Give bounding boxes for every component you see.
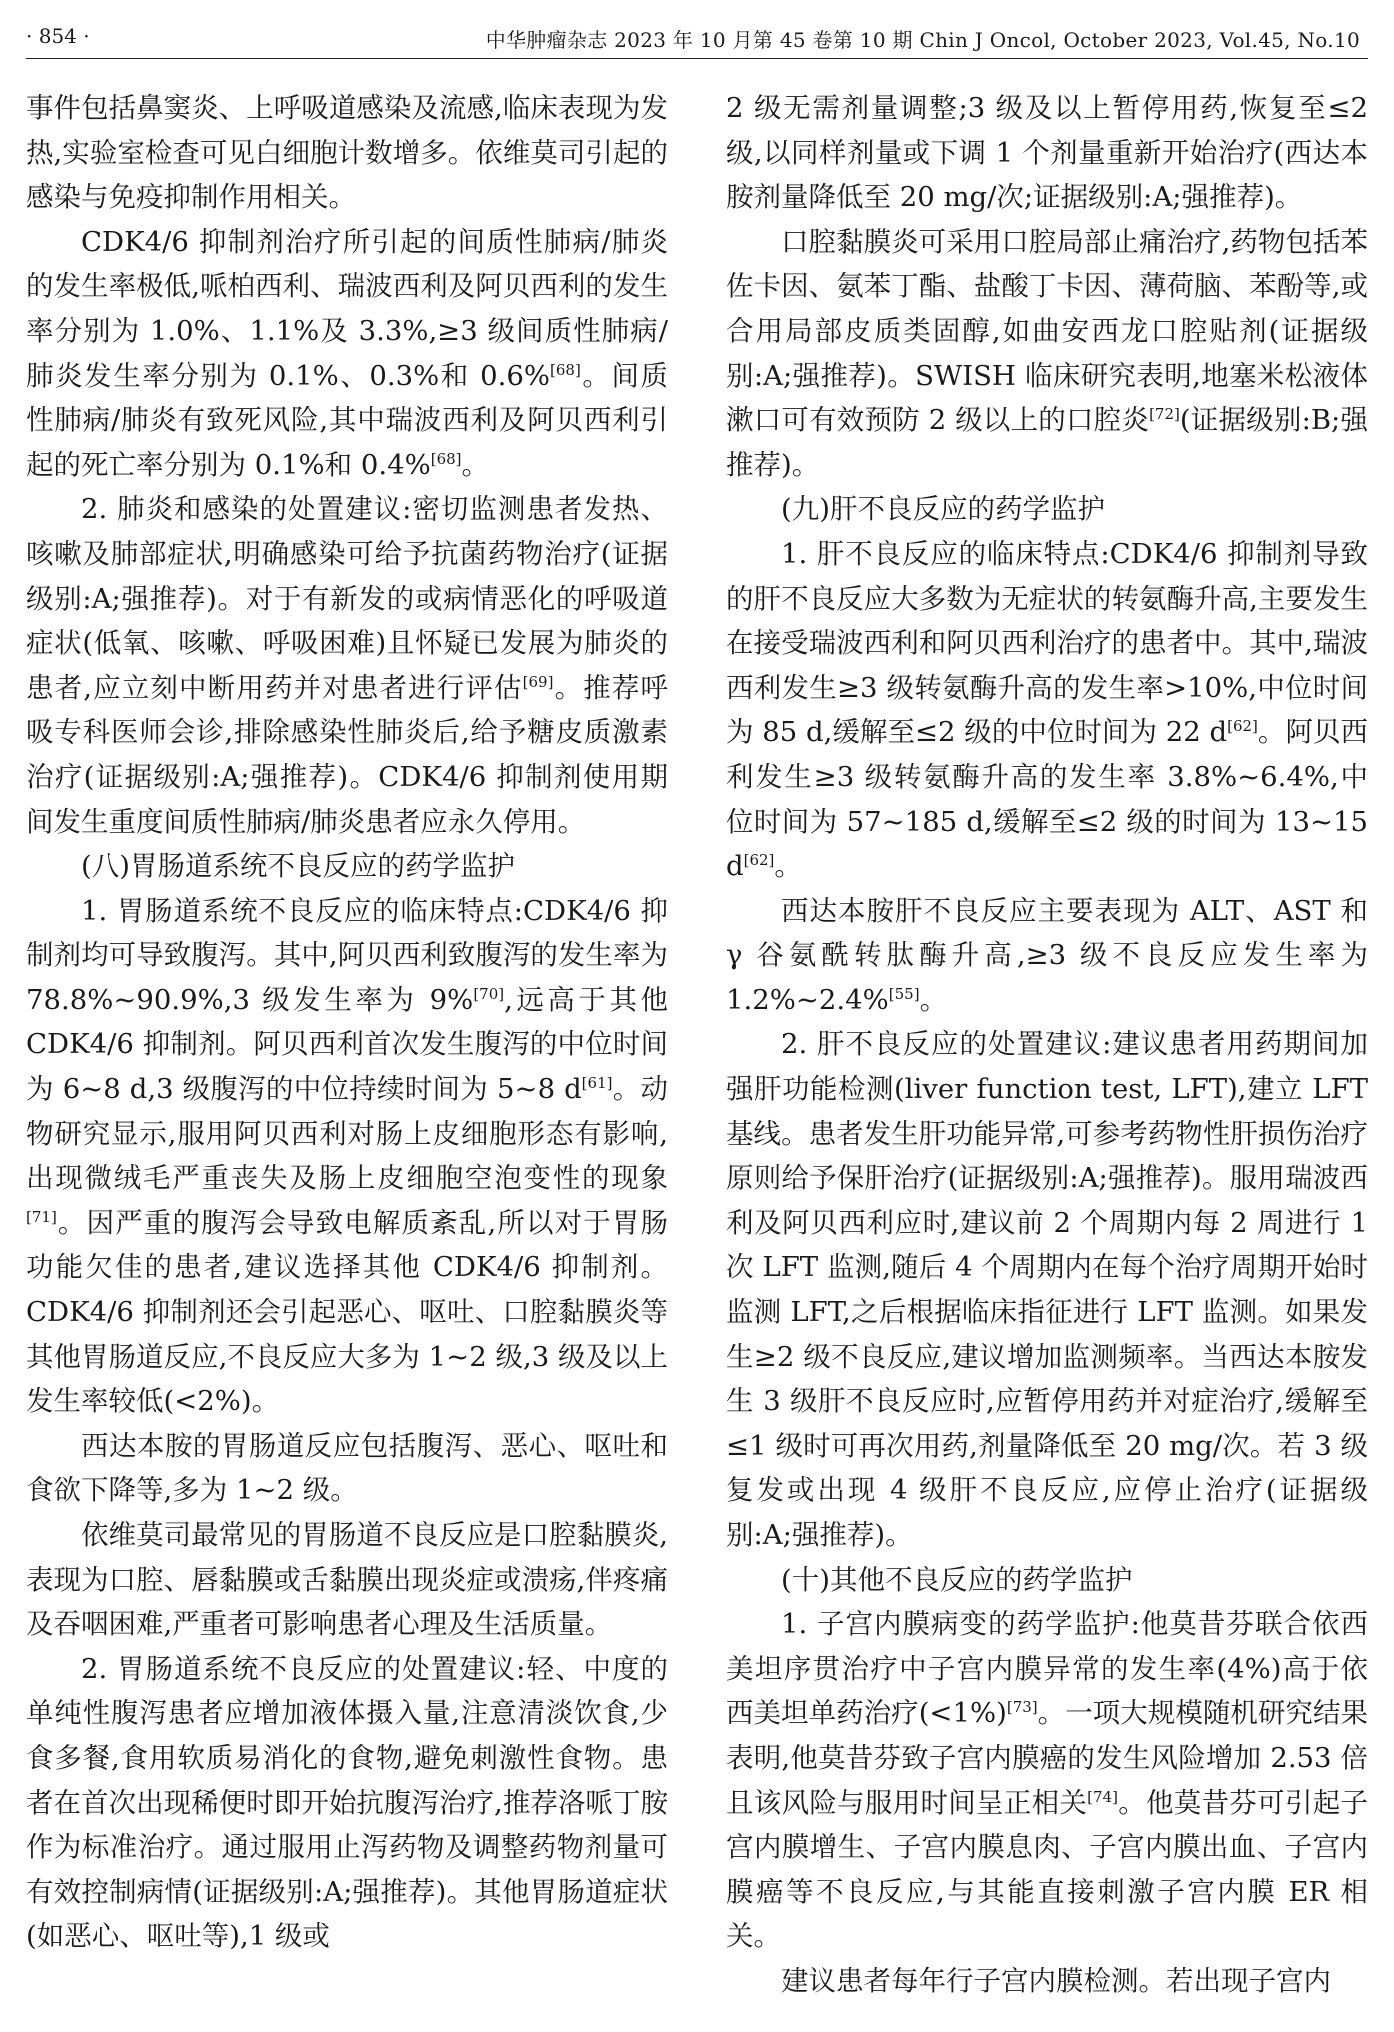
running-header bbox=[0, 20, 1394, 60]
paragraph: 1. 子宫内膜病变的药学监护:他莫昔芬联合依西美坦序贯治疗中子宫内膜异常的发生率(4%)高于依西美坦单药治疗(<1%)[73]。一项大规模随机研究结果表明,他莫昔芬致子宫内膜癌的发生风险增加 2.53 倍且该风险与服用时间呈正相关[74]。他莫昔芬可引起子宫内膜增生、子宫内膜息肉、子宫内膜出血、子宫内膜癌等不良反应,与其能直接刺激子宫内膜 ER 相关。 bbox=[726, 1608, 1369, 1953]
citation[interactable]: [62] bbox=[1227, 717, 1258, 736]
paragraph: 2. 胃肠道系统不良反应的处置建议:轻、中度的单纯性腹泻患者应增加液体摄入量,注意清淡饮食,少食多餐,食用软质易消化的食物,避免刺激性食物。患者在首次出现稀便时即开始抗腹泻治疗,推荐洛哌丁胺作为标准治疗。通过服用止泻药物及调整药物剂量可有效控制病情(证据级别:A;强推荐)。其他胃肠道症状(如恶心、呕吐等),1 级或 bbox=[26, 1652, 668, 1953]
header-rule bbox=[26, 58, 1368, 59]
paragraph: CDK4/6 抑制剂治疗所引起的间质性肺病/肺炎的发生率极低,哌柏西利、瑞波西利及阿贝西利的发生率分别为 1.0%、1.1%及 3.3%,≥3 级间质性肺病/肺炎发生率分别为 0.1%、0.3%和 0.6%[68]。间质性肺病/肺炎有致死风险,其中瑞波西利及阿贝西利引起的死亡率分别为 0.1%和 0.4%[68]。 bbox=[26, 225, 669, 481]
section-heading: (九)肝不良反应的药学监护 bbox=[781, 493, 1105, 526]
citation[interactable]: [73] bbox=[1006, 1698, 1038, 1717]
paragraph: 2. 肺炎和感染的处置建议:密切监测患者发热、咳嗽及肺部症状,明确感染可给予抗菌药物治疗(证据级别:A;强推荐)。对于有新发的或病情恶化的呼吸道症状(低氧、咳嗽、呼吸困难)且怀疑已发展为肺炎的患者,应立刻中断用药并对患者进行评估[69]。推荐呼吸专科医师会诊,排除感染性肺炎后,给予糖皮质激素治疗(证据级别:A;强推荐)。CDK4/6 抑制剂使用期间发生重度间质性肺病/肺炎患者应永久停用。 bbox=[26, 493, 668, 838]
citation[interactable]: [55] bbox=[888, 984, 920, 1003]
citation[interactable]: [70] bbox=[473, 984, 505, 1003]
paragraph: 事件包括鼻窦炎、上呼吸道感染及流感,临床表现为发热,实验室检查可见白细胞计数增多。依维莫司引起的感染与免疫抑制作用相关。 bbox=[26, 92, 668, 214]
citation[interactable]: [68] bbox=[550, 360, 581, 379]
right-column bbox=[726, 86, 1368, 2004]
citation[interactable]: [69] bbox=[522, 672, 554, 691]
citation[interactable]: [61] bbox=[581, 1073, 613, 1092]
paragraph: 西达本胺肝不良反应主要表现为 ALT、AST 和 γ 谷氨酰转肽酶升高,≥3 级不良反应发生率为 1.2%~2.4%[55]。 bbox=[726, 894, 1368, 1016]
citation[interactable]: [62] bbox=[743, 850, 775, 869]
paragraph: 1. 肝不良反应的临床特点:CDK4/6 抑制剂导致的肝不良反应大多数为无症状的转氨酶升高,主要发生在接受瑞波西利和阿贝西利治疗的患者中。其中,瑞波西利发生≥3 级转氨酶升高的发生率>10%,中位时间为 85 d,缓解至≤2 级的中位时间为 22 d[62]。阿贝西利发生≥3 级转氨酶升高的发生率 3.8%~6.4%,中位时间为 57~185 d,缓解至≤2 级的时间为 13~15 d[62]。 bbox=[726, 537, 1369, 883]
journal-citation: 中华肿瘤杂志 2023 年 10 月第 45 卷第 10 期 Chin J Oncol, October 2023, Vol.45, No.10 bbox=[485, 28, 1360, 52]
paragraph: 2. 肝不良反应的处置建议:建议患者用药期间加强肝功能检测(liver function test, LFT),建立 LFT 基线。患者发生肝功能异常,可参考药物性肝损伤治疗原则给予保肝治疗(证据级别:A;强推荐)。服用瑞波西利及阿贝西利应时,建议前 2 个周期内每 2 周进行 1 次 LFT 监测,随后 4 个周期内在每个治疗周期开始时监测 LFT,之后根据临床指征进行 LFT 监测。如果发生≥2 级不良反应,建议增加监测频率。当西达本胺发生 3 级肝不良反应时,应暂停用药并对症治疗,缓解至≤1 级时可再次用药,剂量降低至 20 mg/次。若 3 级复发或出现 4 级肝不良反应,应停止治疗(证据级别:A;强推荐)。 bbox=[726, 1028, 1368, 1551]
section-heading: (十)其他不良反应的药学监护 bbox=[781, 1563, 1133, 1596]
paragraph: 依维莫司最常见的胃肠道不良反应是口腔黏膜炎,表现为口腔、唇黏膜或舌黏膜出现炎症或溃疡,伴疼痛及吞咽困难,严重者可影响患者心理及生活质量。 bbox=[26, 1519, 668, 1641]
citation[interactable]: [74] bbox=[1087, 1787, 1118, 1806]
left-column bbox=[26, 86, 668, 1959]
citation[interactable]: [72] bbox=[1149, 405, 1180, 423]
paragraph: 口腔黏膜炎可采用口腔局部止痛治疗,药物包括苯佐卡因、氨苯丁酯、盐酸丁卡因、薄荷脑、苯酚等,或合用局部皮质类固醇,如曲安西龙口腔贴剂(证据级别:A;强推荐)。SWISH 临床研究表明,地塞米松液体漱口可有效预防 2 级以上的口腔炎[72](证据级别:B;强推荐)。 bbox=[726, 225, 1369, 481]
paragraph: 1. 胃肠道系统不良反应的临床特点:CDK4/6 抑制剂均可导致腹泻。其中,阿贝西利致腹泻的发生率为 78.8%~90.9%,3 级发生率为 9%[70],远高于其他 CDK4/6 抑制剂。阿贝西利首次发生腹泻的中位时间为 6~8 d,3 级腹泻的中位持续时间为 5~8 d[61]。动物研究显示,服用阿贝西利对肠上皮细胞形态有影响,出现微绒毛严重丧失及肠上皮细胞空泡变性的现象[71]。因严重的腹泻会导致电解质紊乱,所以对于胃肠功能欠佳的患者,建议选择其他 CDK4/6 抑制剂。CDK4/6 抑制剂还会引起恶心、呕吐、口腔黏膜炎等其他胃肠道反应,不良反应大多为 1~2 级,3 级及以上发生率较低(<2%)。 bbox=[26, 894, 668, 1418]
paragraph: 西达本胺的胃肠道反应包括腹泻、恶心、呕吐和食欲下降等,多为 1~2 级。 bbox=[26, 1429, 668, 1507]
page-number: · 854 · bbox=[26, 24, 90, 48]
paragraph: 2 级无需剂量调整;3 级及以上暂停用药,恢复至≤2 级,以同样剂量或下调 1 个剂量重新开始治疗(西达本胺剂量降低至 20 mg/次;证据级别:A;强推荐)。 bbox=[726, 92, 1368, 214]
section-heading: (八)胃肠道系统不良反应的药学监护 bbox=[81, 850, 515, 883]
paragraph: 建议患者每年行子宫内膜检测。若出现子宫内 bbox=[781, 1964, 1331, 1997]
citation[interactable]: [68] bbox=[430, 449, 462, 468]
citation[interactable]: [71] bbox=[26, 1207, 57, 1226]
